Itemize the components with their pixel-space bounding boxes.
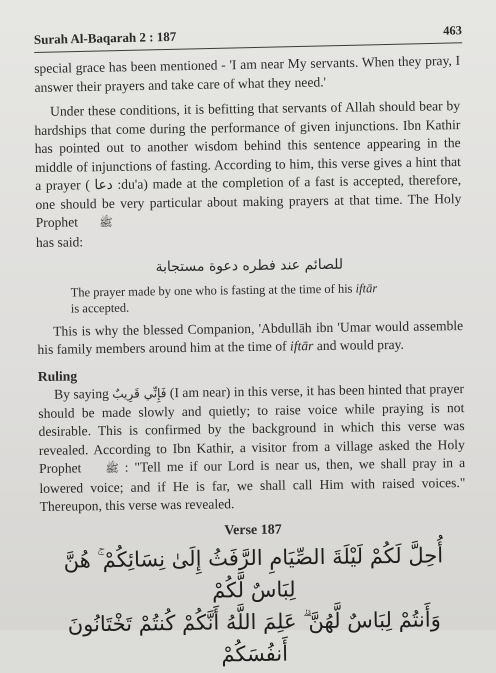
running-header [34, 20, 462, 53]
paragraph-companion: This is why the blessed Companion, 'Abdullāh ibn 'Umar would assemble his family members around him at the time of iftār and would pray. [37, 317, 464, 357]
paragraph-ibn-kathir [34, 97, 468, 673]
page-body [34, 52, 466, 673]
arabic-hadith: للصائم عند فطره دعوة مستجابة [155, 256, 344, 276]
verse-heading: Verse 187 [224, 522, 282, 538]
verse-line-1: أُحِلَّ لَكُمْ لَيْلَةَ الصِّيَامِ الرَّفَثُ إِلَىٰ نِسَائِكُمْ ۚ هُنَّ لِبَاسٌ لَّكُمْ [63, 543, 444, 603]
arabic-phrase: فَإِنِّي قَرِيبٌ [112, 386, 167, 401]
page-number: 463 [442, 23, 463, 38]
term-iftar: iftār [355, 280, 378, 296]
paragraph-ibn-kathir-text: Under these conditions, it is befitting that servants of Allah should bear by hardships that come during the performance of given injunctions. Ibn Kathir has pointed out to another wisdom behind this sentence appearing in the middle of injunctions of fasting. According to him, this verse gives a hint that a prayer ( دعا :du'a) made at the completion of a fast is accepted, therefore, one should be very particular about making prayers at that time. The Holy Prophet [34, 98, 462, 230]
hadith-translation: The prayer made by one who is fasting at the time of his iftār is accepted. [70, 280, 378, 316]
verse-line-2: وَأَنتُمْ لِبَاسٌ لَّهُنَّ ۗ عَلِمَ اللَّهُ أَنَّكُمْ كُنتُمْ تَخْتَانُونَ أَنفُسَكُمْ [67, 607, 441, 667]
quran-verse [40, 539, 468, 673]
paragraph-ibn-kathir-end: has said: [35, 233, 84, 250]
paragraph-ruling: By saying فَإِنِّي قَرِيبٌ (I am near) in this verse, it has been hinted that prayer should be made slowly and quietly; to raise voice while praying is not desirable. This is confirmed by the background in which this verse was revealed. According to Ibn Kathir, a visitor from a village asked the Holy Prophet ﷺ : "Tell me if our Lord is near us, then, we shall pray in a lowered voice; and if He is far, we shall call Him with raised voices." Thereupon, this verse was revealed. [38, 381, 466, 514]
salutation-symbol: ﷺ [99, 216, 113, 230]
section-heading-ruling: Ruling [37, 367, 78, 384]
paragraph-intro: special grace has been mentioned - 'I am near My servants. When they pray, I answer their prayers and take care of what they need.' [34, 52, 461, 95]
surah-reference: Surah Al-Baqarah 2 : 187 [33, 28, 177, 47]
salutation-symbol: ﷺ [105, 462, 119, 476]
term-iftar: iftār [289, 338, 314, 354]
